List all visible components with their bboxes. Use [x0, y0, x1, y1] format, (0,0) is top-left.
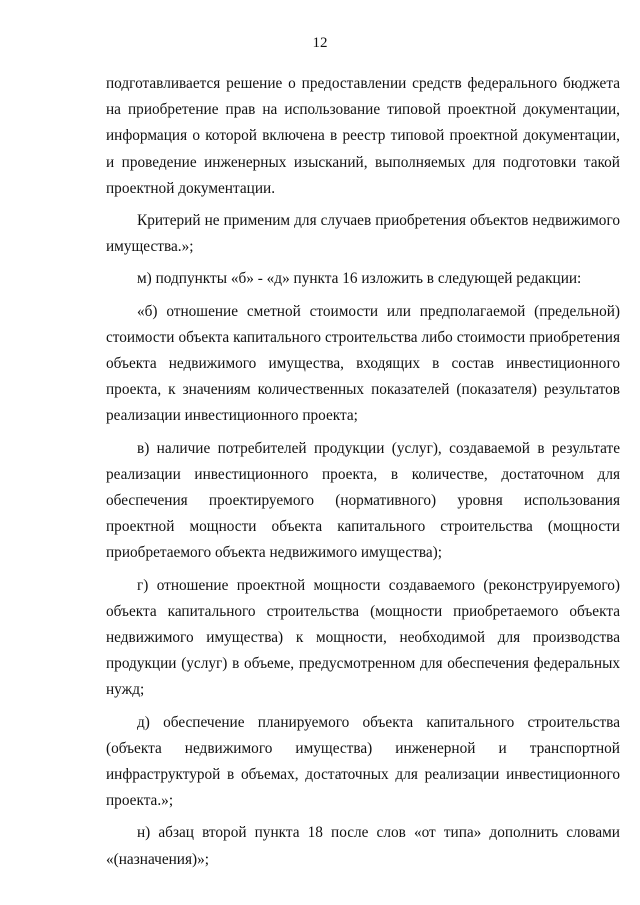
- paragraph-subitem-g: г) отношение проектной мощности создаваемого (реконструируемого) объекта капитального строительства (мощности приобретаемого объекта недвижимого имущества) к мощности, необходимой для производства продукции (услуг) в объеме, предусмотренном для обеспечения федеральных нужд;: [106, 576, 620, 699]
- paragraph-item-m: м) подпункты «б» - «д» пункта 16 изложить в следующей редакции:: [137, 270, 582, 288]
- paragraph-continuation: подготавливается решение о предоставлении средств федерального бюджета на приобретение прав на использование типовой проектной документации, информация о которой включена в реестр типовой проектной документации, и проведение инженерных изысканий, выполняемых для подготовки такой проектной документации.: [106, 75, 620, 197]
- paragraph-subitem-v: в) наличие потребителей продукции (услуг), создаваемой в результате реализации инвестиционного проекта, в количестве, достаточном для обеспечения проектируемого (нормативного) уровня использования проектной мощности объекта капитального строительства (мощности приобретаемого объекта недвижимого имущества);: [106, 439, 620, 562]
- document-body: [106, 71, 620, 873]
- paragraph-criterion-note: Критерий не применим для случаев приобретения объектов недвижимого имущества.»;: [106, 212, 620, 256]
- paragraph-subitem-d: д) обеспечение планируемого объекта капитального строительства (объекта недвижимого имущества) инженерной и транспортной инфраструктурой в объемах, достаточных для реализации инвестиционного проекта.»;: [106, 713, 620, 810]
- paragraph-item-n: н) абзац второй пункта 18 после слов «от типа» дополнить словами «(назначения)»;: [106, 824, 620, 868]
- page-number: 12: [312, 35, 328, 51]
- paragraph-subitem-b: «б) отношение сметной стоимости или предполагаемой (предельной) стоимости объекта капитального строительства либо стоимости приобретения объекта недвижимого имущества, входящих в состав инвестиционного проекта, к значениям количественных показателей (показателя) результатов реализации инвестиционного проекта;: [106, 302, 620, 425]
